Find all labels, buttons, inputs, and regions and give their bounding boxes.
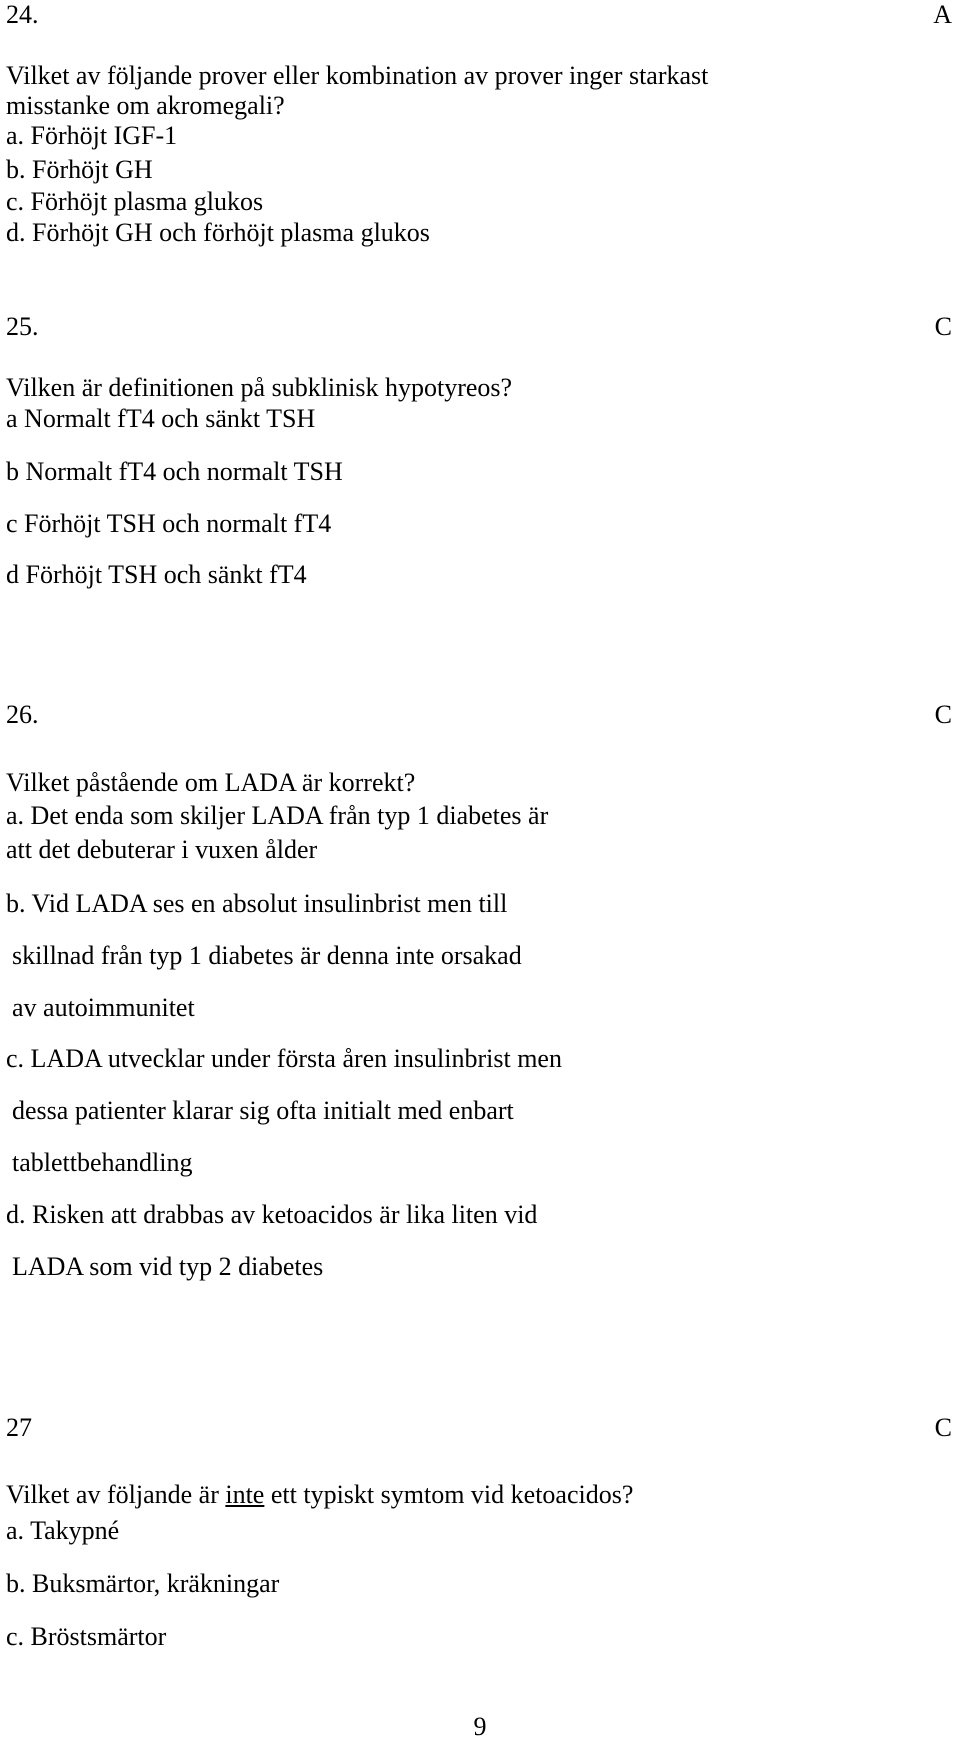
prompt-text: Vilket av följande är [6, 1480, 226, 1509]
option-b: b. Förhöjt GH [6, 155, 153, 184]
question-prompt [6, 1480, 633, 1510]
option-d-continued: LADA som vid typ 2 diabetes [12, 1252, 324, 1281]
option-d: d. Risken att drabbas av ketoacidos är lika liten vid [6, 1200, 538, 1229]
question-number: 24. [6, 0, 39, 29]
option-c: c. Förhöjt plasma glukos [6, 187, 264, 216]
underlined-word: inte [225, 1480, 265, 1509]
question-prompt-line: Vilket av följande prover eller kombination av prover inger starkast [6, 61, 709, 90]
option-b-continued: av autoimmunitet [12, 993, 195, 1022]
option-a: a. Det enda som skiljer LADA från typ 1 diabetes är [6, 801, 549, 830]
prompt-text: ett typiskt symtom vid ketoacidos? [264, 1480, 634, 1509]
question-prompt-line: misstanke om akromegali? [6, 91, 285, 120]
option-b-continued: skillnad från typ 1 diabetes är denna inte orsakad [12, 941, 522, 970]
option-c-continued: dessa patienter klarar sig ofta initialt med enbart [12, 1096, 514, 1125]
question-prompt-line: Vilken är definitionen på subklinisk hypotyreos? [6, 373, 513, 402]
option-a-continued: att det debuterar i vuxen ålder [6, 835, 318, 864]
option-a: a. Förhöjt IGF-1 [6, 121, 178, 150]
question-number: 25. [6, 312, 39, 341]
option-a: a. Takypné [6, 1516, 120, 1545]
question-number: 26. [6, 700, 39, 729]
option-c: c Förhöjt TSH och normalt fT4 [6, 509, 332, 538]
question-prompt-line: Vilket påstående om LADA är korrekt? [6, 768, 416, 797]
option-c-continued: tablettbehandling [12, 1148, 193, 1177]
option-c: c. LADA utvecklar under första åren insulinbrist men [6, 1044, 562, 1073]
option-b: b Normalt fT4 och normalt TSH [6, 457, 343, 486]
option-b: b. Buksmärtor, kräkningar [6, 1569, 280, 1598]
option-d: d Förhöjt TSH och sänkt fT4 [6, 560, 307, 589]
option-b: b. Vid LADA ses en absolut insulinbrist men till [6, 889, 508, 918]
option-a: a Normalt fT4 och sänkt TSH [6, 404, 316, 433]
page-number: 9 [473, 1712, 487, 1741]
answer-key: C [934, 700, 952, 729]
answer-key: C [934, 1413, 952, 1442]
question-number: 27 [6, 1413, 32, 1442]
answer-key: C [934, 312, 952, 341]
answer-key: A [933, 0, 952, 29]
option-d: d. Förhöjt GH och förhöjt plasma glukos [6, 218, 430, 247]
option-c: c. Bröstsmärtor [6, 1622, 167, 1651]
